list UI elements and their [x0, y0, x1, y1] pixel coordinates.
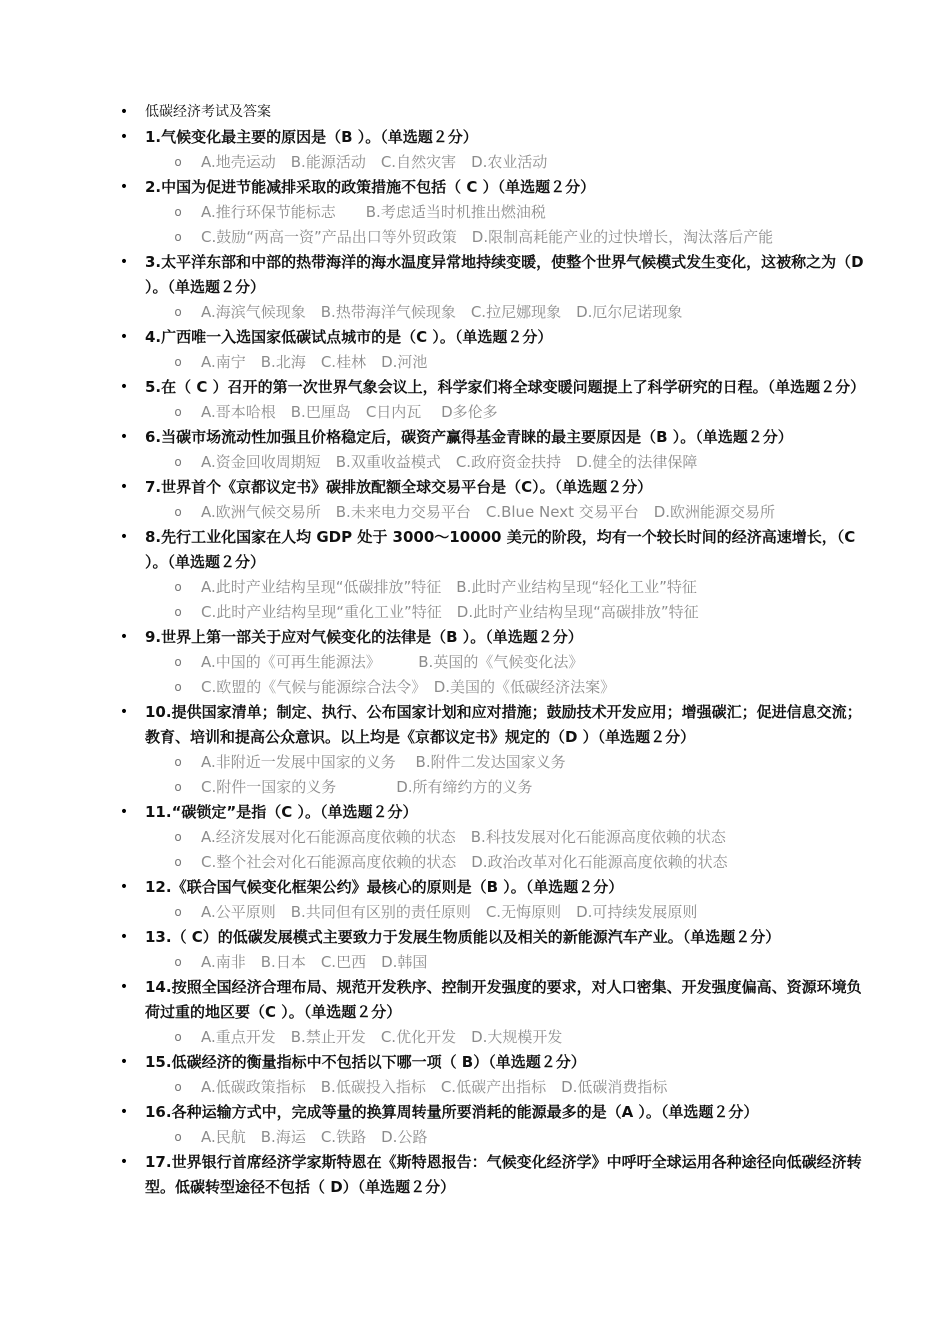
document-title-text: 低碳经济考试及答案: [145, 104, 271, 120]
option-line: [0, 650, 950, 675]
option-line: [0, 850, 950, 875]
option-line: [0, 1025, 950, 1050]
option-line: [0, 450, 950, 475]
sub-bullet-icon: o: [174, 405, 182, 419]
question-text: 12.《联合国气候变化框架公约》最核心的原则是（B ）。（单选题２分）: [145, 878, 624, 896]
option-text: A.中国的《可再生能源法》 B.英国的《气候变化法》: [201, 653, 584, 671]
option-text: A.低碳政策指标 B.低碳投入指标 C.低碳产出指标 D.低碳消费指标: [201, 1078, 668, 1096]
sub-bullet-icon: o: [174, 505, 182, 519]
sub-bullet-icon: o: [174, 305, 182, 319]
option-line: [0, 950, 950, 975]
sub-bullet-icon: o: [174, 955, 182, 969]
question-text: 7.世界首个《京都议定书》碳排放配额全球交易平台是（C）。（单选题２分）: [145, 478, 653, 496]
question-item: [0, 125, 950, 150]
question-item: [0, 700, 950, 750]
option-text: A.非附近一发展中国家的义务 B.附件二发达国家义务: [201, 753, 566, 771]
bullet-icon: •: [119, 1154, 129, 1170]
sub-bullet-icon: o: [174, 1130, 182, 1144]
sub-bullet-icon: o: [174, 580, 182, 594]
bullet-icon: •: [119, 629, 129, 645]
option-text: C.欧盟的《气候与能源综合法令》 D.美国的《低碳经济法案》: [201, 678, 616, 696]
option-text: A.此时产业结构呈现“低碳排放”特征 B.此时产业结构呈现“轻化工业”特征: [201, 578, 697, 596]
option-line: [0, 675, 950, 700]
question-item: [0, 925, 950, 950]
bullet-icon: •: [119, 704, 129, 720]
question-item: [0, 525, 950, 575]
option-line: [0, 900, 950, 925]
option-text: A.推行环保节能标志 B.考虑适当时机推出燃油税: [201, 203, 546, 221]
sub-bullet-icon: o: [174, 1080, 182, 1094]
sub-bullet-icon: o: [174, 755, 182, 769]
document-title: [0, 100, 950, 125]
sub-bullet-icon: o: [174, 455, 182, 469]
sub-bullet-icon: o: [174, 830, 182, 844]
question-text: 10.提供国家清单；制定、执行、公布国家计划和应对措施；鼓励技术开发应用；增强碳汇；促进信息交流；教育、培训和提高公众意识。以上均是《京都议定书》规定的（D ）（单选题２分）: [145, 703, 862, 746]
bullet-icon: •: [119, 379, 129, 395]
question-item: [0, 475, 950, 500]
option-text: A.资金回收周期短 B.双重收益模式 C.政府资金扶持 D.健全的法律保障: [201, 453, 698, 471]
option-line: [0, 575, 950, 600]
question-item: [0, 625, 950, 650]
sub-bullet-icon: o: [174, 1030, 182, 1044]
question-text: 5.在（ C ）召开的第一次世界气象会议上，科学家们将全球变暖问题提上了科学研究的日程。（单选题２分）: [145, 378, 866, 396]
option-text: A.经济发展对化石能源高度依赖的状态 B.科技发展对化石能源高度依赖的状态: [201, 828, 726, 846]
option-line: [0, 350, 950, 375]
question-text: 3.太平洋东部和中部的热带海洋的海水温度异常地持续变暖，使整个世界气候模式发生变化，这被称之为（D ）。（单选题２分）: [145, 253, 864, 296]
question-text: 6.当碳市场流动性加强且价格稳定后，碳资产赢得基金青睐的最主要原因是（B ）。（单选题２分）: [145, 428, 793, 446]
option-line: [0, 200, 950, 225]
question-item: [0, 375, 950, 400]
question-text: 13.（ C）的低碳发展模式主要致力于发展生物质能以及相关的新能源汽车产业。（单选题２分）: [145, 928, 781, 946]
option-line: [0, 150, 950, 175]
question-text: 4.广西唯一入选国家低碳试点城市的是（C ）。（单选题２分）: [145, 328, 553, 346]
option-line: [0, 775, 950, 800]
bullet-icon: •: [119, 979, 129, 995]
sub-bullet-icon: o: [174, 155, 182, 169]
sub-bullet-icon: o: [174, 355, 182, 369]
question-item: [0, 175, 950, 200]
option-text: A.南宁 B.北海 C.桂林 D.河池: [201, 353, 428, 371]
option-text: A.重点开发 B.禁止开发 C.优化开发 D.大规模开发: [201, 1028, 563, 1046]
option-line: [0, 300, 950, 325]
option-text: A.地壳运动 B.能源活动 C.自然灾害 D.农业活动: [201, 153, 548, 171]
question-item: [0, 425, 950, 450]
bullet-icon: •: [119, 254, 129, 270]
question-text: 15.低碳经济的衡量指标中不包括以下哪一项（ B）（单选题２分）: [145, 1053, 586, 1071]
bullet-icon: •: [119, 1054, 129, 1070]
bullet-icon: •: [119, 479, 129, 495]
option-text: A.欧洲气候交易所 B.未来电力交易平台 C.Blue Next 交易平台 D.欧洲能源交易所: [201, 503, 776, 521]
bullet-icon: •: [119, 929, 129, 945]
option-text: A.公平原则 B.共同但有区别的责任原则 C.无悔原则 D.可持续发展原则: [201, 903, 698, 921]
option-text: C.附件一国家的义务 D.所有缔约方的义务: [201, 778, 533, 796]
option-text: C.鼓励“两高一资”产品出口等外贸政策 D.限制高耗能产业的过快增长，淘汰落后产能: [201, 228, 774, 246]
bullet-icon: •: [119, 104, 129, 120]
option-text: A.民航 B.海运 C.铁路 D.公路: [201, 1128, 428, 1146]
question-item: [0, 875, 950, 900]
sub-bullet-icon: o: [174, 905, 182, 919]
question-text: 8.先行工业化国家在人均 GDP 处于 3000～10000 美元的阶段，均有一个较长时间的经济高速增长，（C ）。（单选题２分）: [145, 528, 856, 571]
bullet-icon: •: [119, 879, 129, 895]
bullet-icon: •: [119, 329, 129, 345]
sub-bullet-icon: o: [174, 605, 182, 619]
question-text: 14.按照全国经济合理布局、规范开发秩序、控制开发强度的要求，对人口密集、开发强度偏高、资源环境负荷过重的地区要（C ）。（单选题２分）: [145, 978, 862, 1021]
sub-bullet-icon: o: [174, 855, 182, 869]
option-line: [0, 825, 950, 850]
bullet-icon: •: [119, 129, 129, 145]
option-text: A.海滨气候现象 B.热带海洋气候现象 C.拉尼娜现象 D.厄尔尼诺现象: [201, 303, 683, 321]
sub-bullet-icon: o: [174, 230, 182, 244]
question-text: 9.世界上第一部关于应对气候变化的法律是（B ）。（单选题２分）: [145, 628, 583, 646]
sub-bullet-icon: o: [174, 780, 182, 794]
sub-bullet-icon: o: [174, 655, 182, 669]
option-line: [0, 400, 950, 425]
question-item: [0, 1050, 950, 1075]
question-item: [0, 975, 950, 1025]
question-text: 2.中国为促进节能减排采取的政策措施不包括（ C ）（单选题２分）: [145, 178, 596, 196]
question-text: 11.“碳锁定”是指（C ）。（单选题２分）: [145, 803, 418, 821]
question-item: [0, 325, 950, 350]
option-line: [0, 1125, 950, 1150]
bullet-icon: •: [119, 529, 129, 545]
option-text: C.整个社会对化石能源高度依赖的状态 D.政治改革对化石能源高度依赖的状态: [201, 853, 728, 871]
bullet-icon: •: [119, 179, 129, 195]
option-line: [0, 500, 950, 525]
sub-bullet-icon: o: [174, 205, 182, 219]
question-item: [0, 250, 950, 300]
question-item: [0, 800, 950, 825]
option-text: A.南非 B.日本 C.巴西 D.韩国: [201, 953, 428, 971]
option-line: [0, 750, 950, 775]
question-item: [0, 1100, 950, 1125]
question-list: [0, 100, 950, 1200]
option-text: C.此时产业结构呈现“重化工业”特征 D.此时产业结构呈现“高碳排放”特征: [201, 603, 699, 621]
bullet-icon: •: [119, 429, 129, 445]
option-line: [0, 225, 950, 250]
option-line: [0, 1075, 950, 1100]
question-text: 16.各种运输方式中，完成等量的换算周转量所要消耗的能源最多的是（A ）。（单选题２分）: [145, 1103, 759, 1121]
option-text: A.哥本哈根 B.巴厘岛 C日内瓦 D多伦多: [201, 403, 498, 421]
question-item: [0, 1150, 950, 1200]
bullet-icon: •: [119, 1104, 129, 1120]
bullet-icon: •: [119, 804, 129, 820]
sub-bullet-icon: o: [174, 680, 182, 694]
question-text: 1.气候变化最主要的原因是（B ）。（单选题２分）: [145, 128, 478, 146]
option-line: [0, 600, 950, 625]
question-text: 17.世界银行首席经济学家斯特恩在《斯特恩报告：气候变化经济学》中呼吁全球运用各种途径向低碳经济转型。低碳转型途径不包括（ D）（单选题２分）: [145, 1153, 862, 1196]
